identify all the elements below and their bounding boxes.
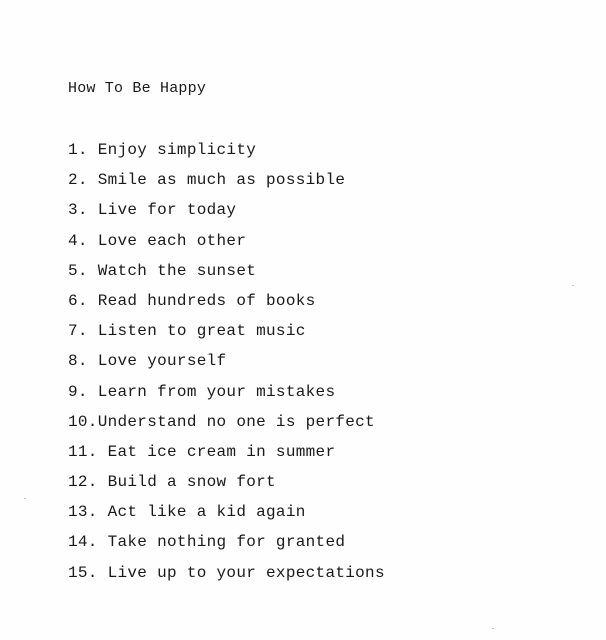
happiness-list xyxy=(68,141,385,594)
list-item: 6. Read hundreds of books xyxy=(68,291,316,310)
list-item: 14. Take nothing for granted xyxy=(68,533,346,552)
list-item: 12. Build a snow fort xyxy=(68,473,276,492)
list-item: 8. Love yourself xyxy=(68,352,227,371)
page-title: How To Be Happy xyxy=(68,80,207,97)
list-item: 9. Learn from your mistakes xyxy=(68,382,336,401)
list-item: 1. Enjoy simplicity xyxy=(68,141,257,159)
list-item: 15. Live up to your expectations xyxy=(68,563,385,582)
list-item: 7. Listen to great music xyxy=(68,322,306,341)
paper-speck xyxy=(572,285,574,286)
list-item: 10.Understand no one is perfect xyxy=(68,412,375,431)
paper-speck xyxy=(24,498,26,499)
list-item: 3. Live for today xyxy=(68,201,237,220)
list-item: 5. Watch the sunset xyxy=(68,261,257,280)
list-item: 11. Eat ice cream in summer xyxy=(68,442,336,461)
list-item: 2. Smile as much as possible xyxy=(68,171,346,190)
paper-speck xyxy=(492,628,494,629)
list-item: 4. Love each other xyxy=(68,231,247,250)
list-item: 13. Act like a kid again xyxy=(68,503,306,522)
